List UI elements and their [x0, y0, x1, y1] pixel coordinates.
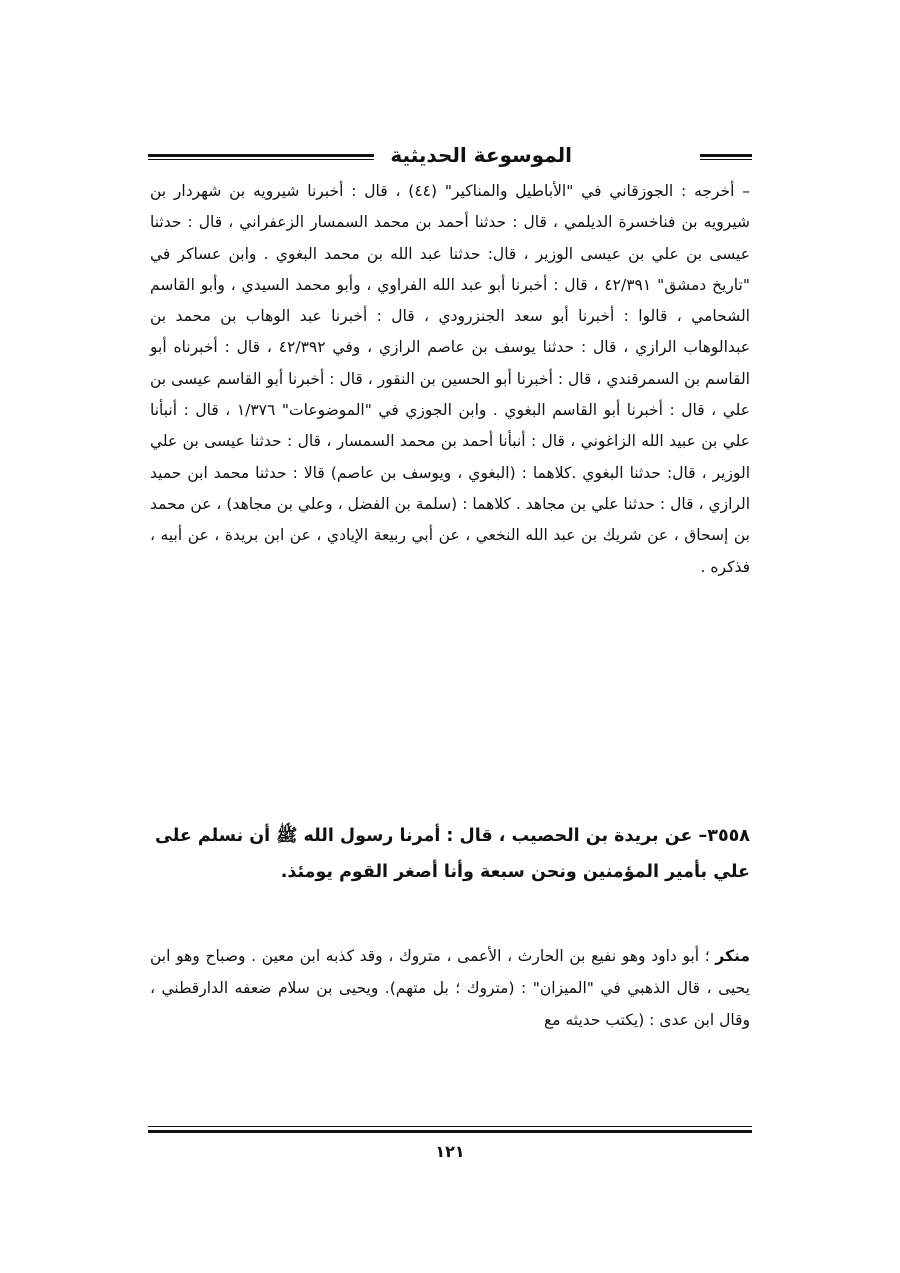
header-rule-left [148, 154, 374, 157]
hadith-block [150, 818, 750, 890]
grading-keyword: منكر [715, 947, 750, 965]
hadith-text: عن بريدة بن الحصيب ، قال : أمرنا رسول الله ﷺ أن نسلم على علي بأمير المؤمنين ونحن سبعة وأنا أصغر القوم يومئذ. [155, 826, 750, 882]
takhrij-text: – أخرجه : الجوزقاني في "الأباطيل والمناكير" (٤٤) ، قال : أخبرنا شيرويه بن شهردار بن شيرويه بن فناخسرة الديلمي ، قال : حدثنا أحمد بن محمد السمسار الزعفراني ، قال : حدثنا عيسى بن علي بن عيسى الوزير ، قال: حدثنا عبد الله بن محمد البغوي . وابن عساكر في "تاريخ دمشق" ٤٢/٣٩١ ، قال : أخبرنا أبو عبد الله الفراوي ، وأبو محمد السيدي ، وأبو القاسم الشحامي ، قالوا : أخبرنا أبو سعد الجنزرودي ، قال : أخبرنا عبد الوهاب بن محمد بن عبدالوهاب الرازي ، قال : حدثنا يوسف بن عاصم الرازي ، وفي ٤٢/٣٩٢ ، قال : أخبرناه أبو القاسم بن السمرقندي ، قال : أخبرنا أبو الحسين بن النقور ، قال : أخبرنا أبو القاسم عيسى بن علي ، قال : أخبرنا أبو القاسم البغوي . وابن الجوزي في "الموضوعات" ١/٣٧٦ ، قال : أنبأنا علي بن عبيد الله الزاغوني ، قال : أنبأنا أحمد بن محمد السمسار ، قال : حدثنا عيسى بن علي الوزير ، قال: حدثنا البغوي .كلاهما : (البغوي ، ويوسف بن عاصم) قالا : حدثنا محمد ابن حميد الرازي ، قال : حدثنا علي بن مجاهد . كلاهما : (سلمة بن الفضل ، وعلي بن مجاهد) ، عن محمد بن إسحاق ، عن شريك بن عبد الله النخعي ، عن أبي ربيعة الإيادي ، عن ابن بريدة ، عن أبيه ، فذكره . [150, 182, 750, 576]
running-header [148, 140, 752, 174]
header-rule-left-thin [148, 159, 374, 160]
header-title: الموسوعة الحديثية [380, 140, 582, 170]
footer-rule-thick [148, 1130, 752, 1133]
grading-paragraph [150, 940, 750, 1036]
header-rule-right [700, 154, 752, 157]
page-number: ١٢١ [435, 1142, 465, 1161]
footer-rule-thin [148, 1126, 752, 1127]
header-rule-right-thin [700, 159, 752, 160]
takhrij-paragraph [150, 176, 750, 583]
grading-text: ؛ أبو داود وهو نفيع بن الحارث ، الأعمى ، متروك ، وقد كذبه ابن معين . وصباح وهو ابن يحيى ، قال الذهبي في "الميزان" : (متروك ؛ بل متهم). ويحيى بن سلام ضعفه الدارقطني ، وقال ابن عدى : (يكتب حديثه مع [150, 947, 750, 1029]
hadith-number: ٣٥٥٨– [698, 826, 750, 846]
